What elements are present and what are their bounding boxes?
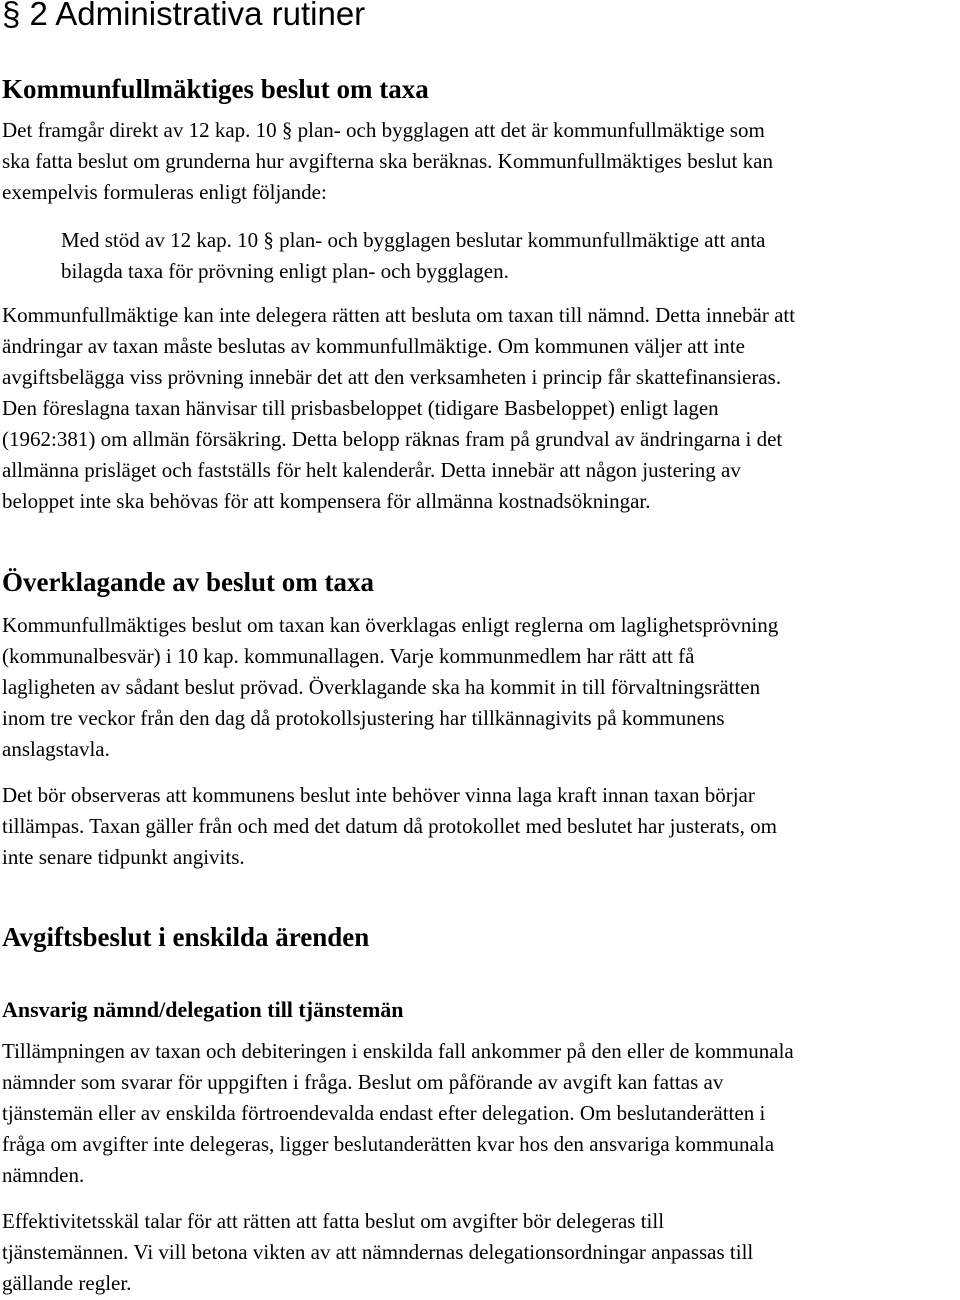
- text-line: avgiftsbelägga viss prövning innebär det att den verksamheten i princip får skattefinansieras.: [2, 365, 782, 389]
- text-line: Tillämpningen av taxan och debiteringen i enskilda fall ankommer på den eller de kommunala: [2, 1039, 794, 1063]
- text-line: ska fatta beslut om grunderna hur avgifterna ska beräknas. Kommunfullmäktiges beslut kan: [2, 149, 773, 173]
- text-line: Det framgår direkt av 12 kap. 10 § plan- och bygglagen att det är kommunfullmäktige som: [2, 118, 765, 142]
- text-line: Det bör observeras att kommunens beslut inte behöver vinna laga kraft innan taxan börjar: [2, 783, 755, 807]
- text-line: Kommunfullmäktige kan inte delegera rätten att besluta om taxan till nämnd. Detta innebär att: [2, 303, 796, 327]
- section-heading-avgiftsbeslut: Avgiftsbeslut i enskilda ärenden: [2, 922, 370, 952]
- overklagande-paragraph-2: [2, 780, 960, 873]
- taxa-paragraph-1: [2, 115, 960, 208]
- text-line: ändringar av taxan måste beslutas av kommunfullmäktige. Om kommunen väljer att inte: [2, 334, 745, 358]
- text-line: gällande regler.: [2, 1271, 132, 1295]
- text-line: tjänstemännen. Vi vill betona vikten av att nämndernas delegationsordningar anpassas till: [2, 1240, 754, 1264]
- taxa-paragraph-2: [2, 300, 960, 517]
- text-line: tjänstemän eller av enskilda förtroendevalda endast efter delegation. Om beslutanderätten i: [2, 1101, 766, 1125]
- text-line: exempelvis formuleras enligt följande:: [2, 180, 327, 204]
- text-line: Med stöd av 12 kap. 10 § plan- och bygglagen beslutar kommunfullmäktige att anta: [61, 228, 766, 252]
- section-heading-overklagande: Överklagande av beslut om taxa: [2, 567, 375, 597]
- text-line: inom tre veckor från den dag då protokollsjustering har tillkännagivits på kommunens: [2, 706, 725, 730]
- text-line: Effektivitetsskäl talar för att rätten att fatta beslut om avgifter bör delegeras till: [2, 1209, 665, 1233]
- avgiftsbeslut-paragraph-1: [2, 1036, 960, 1191]
- text-line: anslagstavla.: [2, 737, 110, 761]
- text-line: allmänna prisläget och fastställs för helt kalenderår. Detta innebär att någon justering av: [2, 458, 741, 482]
- text-line: (kommunalbesvär) i 10 kap. kommunallagen. Varje kommunmedlem har rätt att få: [2, 644, 695, 668]
- taxa-quote: [61, 225, 941, 287]
- text-line: lagligheten av sådant beslut prövad. Överklagande ska ha kommit in till förvaltningsrätten: [2, 675, 761, 699]
- text-line: beloppet inte ska behövas för att kompensera för allmänna kostnadsökningar.: [2, 489, 651, 513]
- text-line: Den föreslagna taxan hänvisar till prisbasbeloppet (tidigare Basbeloppet) enligt lagen: [2, 396, 719, 420]
- text-line: inte senare tidpunkt angivits.: [2, 845, 245, 869]
- section-heading-taxa: Kommunfullmäktiges beslut om taxa: [2, 74, 429, 104]
- avgiftsbeslut-paragraph-2: [2, 1206, 960, 1299]
- text-line: bilagda taxa för prövning enligt plan- och bygglagen.: [61, 259, 509, 283]
- text-line: (1962:381) om allmän försäkring. Detta belopp räknas fram på grundval av ändringarna i det: [2, 427, 783, 451]
- text-line: fråga om avgifter inte delegeras, ligger beslutanderätten kvar hos den ansvariga kommunala: [2, 1132, 775, 1156]
- chapter-title: § 2 Administrativa rutiner: [2, 0, 366, 32]
- text-line: nämnden.: [2, 1163, 85, 1187]
- text-line: nämnder som svarar för uppgiften i fråga. Beslut om påförande av avgift kan fattas av: [2, 1070, 724, 1094]
- overklagande-paragraph-1: [2, 610, 960, 765]
- text-line: Kommunfullmäktiges beslut om taxan kan överklagas enligt reglerna om laglighetsprövning: [2, 613, 779, 637]
- text-line: tillämpas. Taxan gäller från och med det datum då protokollet med beslutet har justerats, om: [2, 814, 777, 838]
- subsection-heading-ansvarig-namnd: Ansvarig nämnd/delegation till tjänstemän: [2, 997, 404, 1022]
